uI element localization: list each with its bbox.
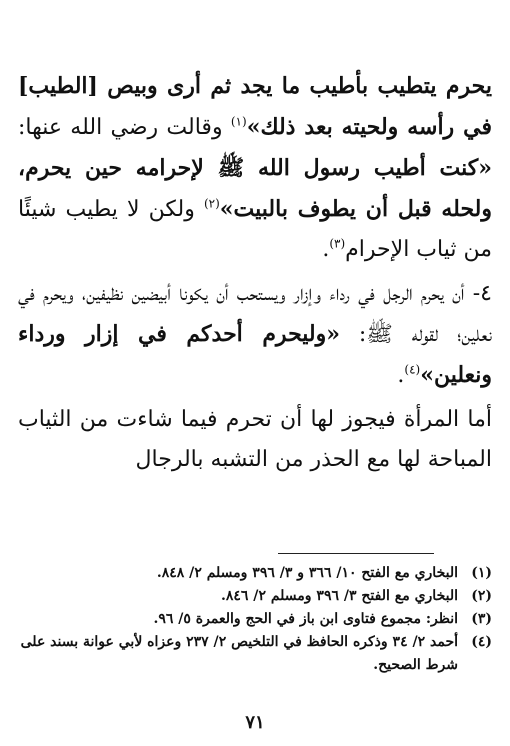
footnote-divider xyxy=(278,553,434,554)
paragraph-2 xyxy=(18,274,492,396)
footnote-item xyxy=(18,631,492,677)
hadith-quote-1: يحرم يتطيب بأطيب ما يجد ثم أرى وبيص [الطيب] في رأسه ولحيته بعد ذلك» xyxy=(18,73,492,140)
paragraph-1 xyxy=(18,66,492,270)
paragraph-2-text: ٤- أن يحرم الرجل في رداء وإزار ويستحب أن يكونا أبيضين نظيفين، ويحرم في نعلين؛ لقوله ﷺ: xyxy=(18,281,492,347)
footnotes xyxy=(18,562,492,677)
paragraph-2-end: . xyxy=(397,363,405,388)
footnote-ref-1: (١) xyxy=(230,114,247,129)
paragraph-3-text: أما المرأة فيجوز لها أن تحرم فيما شاءت من الثياب المباحة لها مع الحذر من التشبه بالرجال xyxy=(18,407,492,472)
footnote-item xyxy=(18,585,492,608)
footnote-text: انظر: مجموع فتاوى ابن باز في الحج والعمرة ٥/ ٩٦. xyxy=(153,611,458,627)
hadith-quote-2: «كنت أطيب رسول الله ﷺ لإحرامه حين يحرم، ولحله قبل أن يطوف بالبيت» xyxy=(18,155,492,222)
footnote-ref-3: (٣) xyxy=(329,236,346,251)
footnote-ref-2: (٢) xyxy=(203,196,220,211)
footnote-ref-4: (٤) xyxy=(404,362,421,377)
footnote-number: (١) xyxy=(471,565,492,581)
footnote-number: (٤) xyxy=(471,634,492,650)
narration-intro: وقالت رضي الله عنها: xyxy=(18,115,231,140)
footnote-number: (٣) xyxy=(471,611,492,627)
paragraph-1-end: . xyxy=(322,237,330,262)
footnote-text: أحمد ٢/ ٣٤ وذكره الحافظ في التلخيص ٢/ ٢٣٧ وعزاه لأبي عوانة بسند على شرط الصحيح. xyxy=(20,634,458,673)
hadith-quote-3: «وليحرم أحدكم في إزار ورداء ونعلين» xyxy=(18,321,492,388)
footnote-item xyxy=(18,562,492,585)
main-text xyxy=(18,66,492,480)
footnote-text: البخاري مع الفتح ٣/ ٣٩٦ ومسلم ٢/ ٨٤٦. xyxy=(221,588,458,604)
paragraph-3 xyxy=(18,400,492,480)
footnote-item xyxy=(18,608,492,631)
footnote-text: البخاري مع الفتح ١٠/ ٣٦٦ و ٣/ ٣٩٦ ومسلم ٢/ ٨٤٨. xyxy=(156,565,458,581)
paragraph-1-tail: ولكن لا يطيب شيئًا من ثياب الإحرام xyxy=(18,197,492,262)
page-number: ٧١ xyxy=(245,712,265,733)
footnote-number: (٢) xyxy=(471,588,492,604)
